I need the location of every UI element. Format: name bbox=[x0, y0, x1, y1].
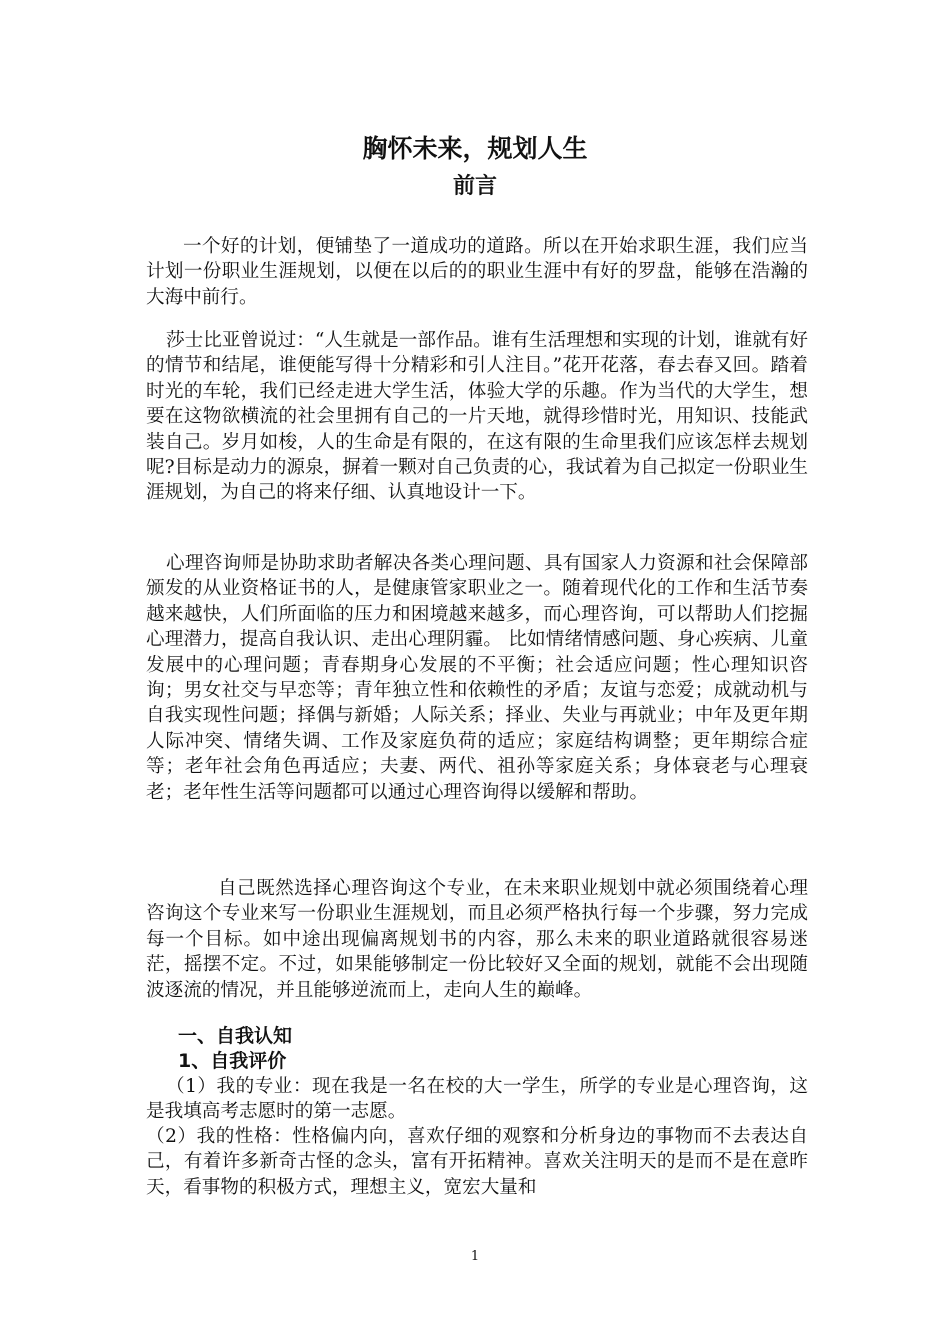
document-subtitle: 前言 bbox=[452, 174, 497, 199]
list-item-major: （1）我的专业：现在我是一名在校的大一学生，所学的专业是心理咨询，这是我填高考志愿时的第一志愿。 bbox=[146, 1076, 808, 1123]
list-item-personality: （2）我的性格：性格偏内向，喜欢仔细的观察和分析身边的事物而不去表达自己，有着许多新奇古怪的念头，富有开拓精神。喜欢关注明天的是而不是在意昨天，看事物的积极方式，理想主义，宽宏大量和 bbox=[146, 1126, 808, 1198]
document-title: 胸怀未来，规划人生 bbox=[362, 134, 588, 163]
page-number: 1 bbox=[470, 1249, 480, 1264]
paragraph-shakespeare: 莎士比亚曾说过：“人生就是一部作品。谁有生活理想和实现的计划，谁就有好的情节和结尾，谁便能写得十分精彩和引人注目。”花开花落，春去春又回。踏着时光的车轮，我们已经走进大学生活，体验大学的乐趣。作为当代的大学生，想要在这物欲横流的社会里拥有自己的一片天地，就得珍惜时光，用知识、技能武装自己。岁月如梭，人的生命是有限的，在这有限的生命里我们应该怎样去规划呢?目标是动力的源泉，摒着一颗对自己负责的心，我试着为自己拟定一份职业生涯规划，为自己的将来仔细、认真地设计一下。 bbox=[146, 330, 808, 504]
paragraph-counselor: 心理咨询师是协助求助者解决各类心理问题、具有国家人力资源和社会保障部颁发的从业资格证书的人，是健康管家职业之一。随着现代化的工作和生活节奏越来越快，人们所面临的压力和困境越来越多，而心理咨询，可以帮助人们挖掘心理潜力，提高自我认识、走出心理阴霾。 比如情绪情感问题、身心疾病、儿童发展中的心理问题；青春期身心发展的不平衡；社会适应问题；性心理知识咨询；男女社交与早恋等；青年独立性和依赖性的矛盾；友谊与恋爱；成就动机与自我实现性问题；择偶与新婚；人际关系；择业、失业与再就业；中年及更年期人际冲突、情绪失调、工作及家庭负荷的适应；家庭结构调整；更年期综合症等；老年社会角色再适应；夫妻、两代、祖孙等家庭关系；身体衰老与心理衰老；老年性生活等问题都可以通过心理咨询得以缓解和帮助。 bbox=[146, 553, 808, 803]
paragraph-choice: 自己既然选择心理咨询这个专业，在未来职业规划中就必须围绕着心理咨询这个专业来写一份职业生涯规划，而且必须严格执行每一个步骤，努力完成每一个目标。如中途出现偏离规划书的内容，那么未来的职业道路就很容易迷茫，摇摆不定。不过，如果能够制定一份比较好又全面的规划，就能不会出现随波逐流的情况，并且能够逆流而上，走向人生的巅峰。 bbox=[146, 878, 808, 1001]
section-heading: 一、自我认知 bbox=[178, 1025, 293, 1047]
subsection-heading: 1、自我评价 bbox=[178, 1050, 287, 1072]
paragraph-intro: 一个好的计划，便铺垫了一道成功的道路。所以在开始求职生涯，我们应当计划一份职业生涯规划，以便在以后的的职业生涯中有好的罗盘，能够在浩瀚的大海中前行。 bbox=[146, 236, 808, 308]
